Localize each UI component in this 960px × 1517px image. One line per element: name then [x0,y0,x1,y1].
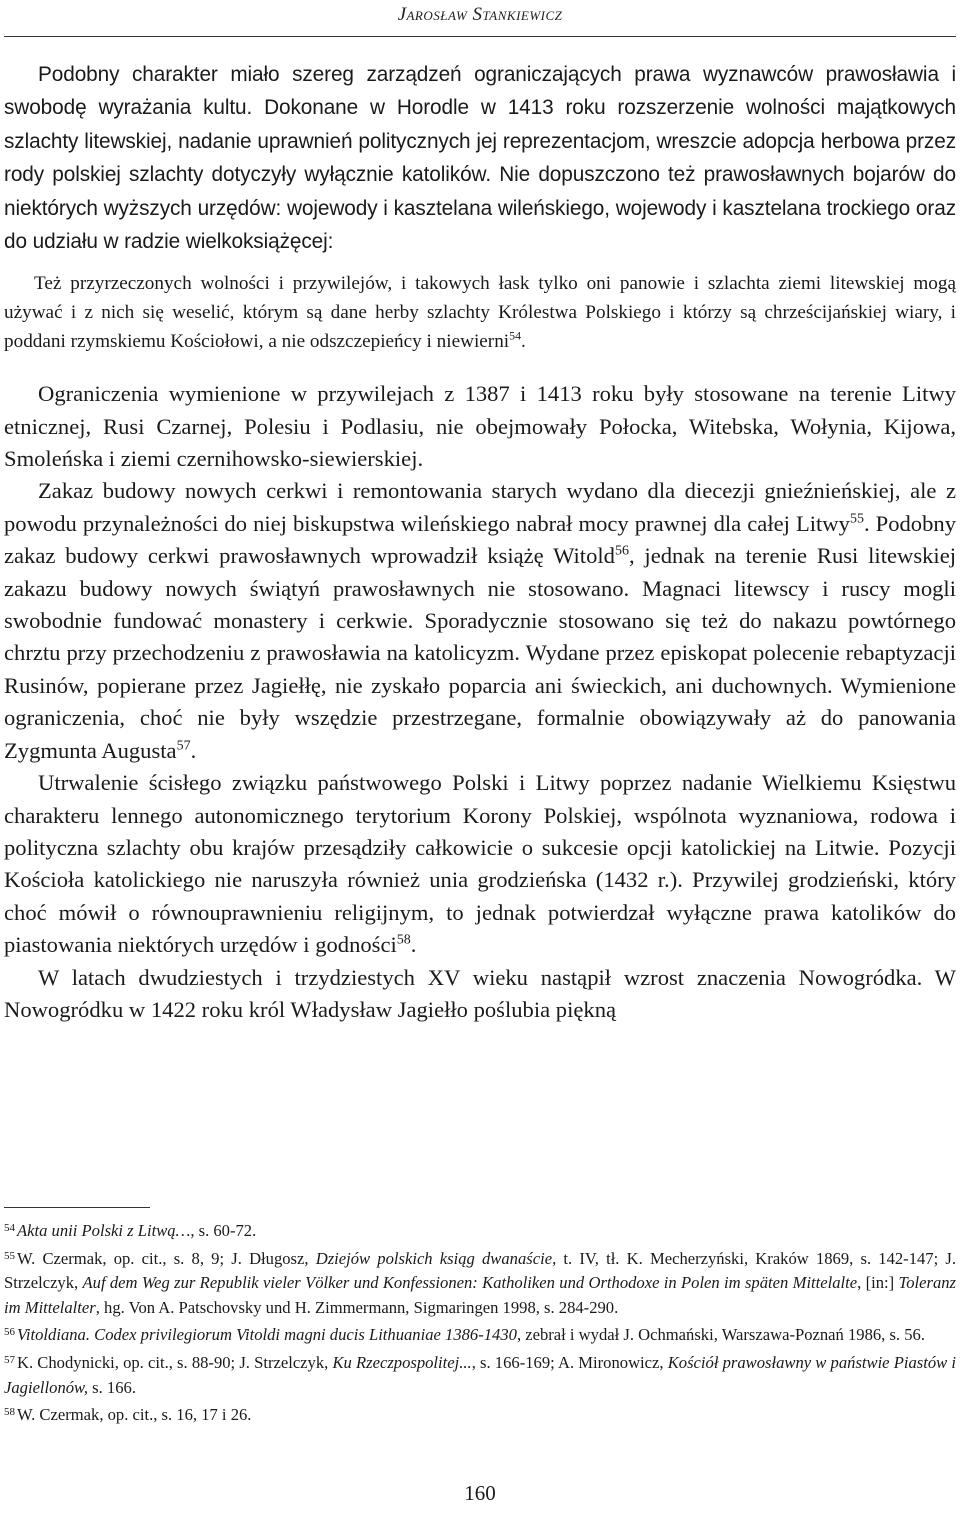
footnote-56-number: 56 [4,1326,15,1339]
footnote-ref-58[interactable]: 58 [396,932,411,948]
header-rule [4,36,956,37]
footnote-ref-55[interactable]: 55 [849,511,864,527]
paragraph-3-end: . [190,737,197,763]
paragraph-3-c: , jednak na terenie Rusi litewskiej zakazu budowy nowych świątyń prawosławnych nie stosowano. Magnaci litewscy i ruscy mogli swobodnie fundować monastery i cerkwie. Sporadycznie stosowano się też do nakazu powtórnego chrztu przy przechodzeniu z prawosławia na katolicyzm. Wydane przez episkopat polecenie rebaptyzacji Rusinów, popierane przez Jagiełłę, nie zyskało poparcia ani świeckich, ani duchownych. Wymienione ograniczenia, choć nie były wszędzie przestrzegane, formalnie obowiązywały aż do panowania Zygmunta Augusta [4,543,956,763]
footnote-55-d: , hg. Von A. Patschovsky und H. Zimmermann, Sigmaringen 1998, s. 284-290. [95,1297,619,1317]
paragraph-3-a: Zakaz budowy nowych cerkwi i remontowania starych wydano dla diecezji gnieźnieńskiej, ale z powodu przynależności do niej biskupstwa wileńskiego nabrał mocy prawnej dla całej Litwy [4,478,956,536]
page-number: 160 [464,1481,496,1505]
paragraph-5: W latach dwudziestych i trzydziestych XV wieku nastąpił wzrost znaczenia Nowogródka. W Nowogródku w 1422 roku król Władysław Jagiełło poślubia piękną [4,964,956,1022]
footnote-55-b: , t. IV, tł. K. Mecherzyński, Kraków 1869, s. 142-147; J. Strzelczyk, [4,1248,956,1293]
footnote-56 [4,1320,956,1348]
footnote-57-c: s. 166. [88,1377,136,1397]
footnote-55-a: W. Czermak, op. cit., s. 8, 9; J. Długosz, [17,1248,316,1268]
footnote-56-title: Vitoldiana. Codex privilegiorum Vitoldi magni ducis Lithuaniae 1386-1430 [17,1325,517,1345]
paragraph-1-part-2: Nie dopuszczono też prawosławnych bojarów do niektórych wyższych urzędów: wojewody i kasztelana wileńskiego, wojewody i kasztelana trockiego oraz do udziału w radzie wielkoksiążęcej: [4,163,956,254]
footnote-54-rest: , s. 60-72. [190,1221,257,1240]
footnote-54 [4,1216,956,1244]
footnote-57 [4,1348,956,1400]
footnote-54-number: 54 [4,1222,15,1234]
footnote-55-title-1: Dziejów polskich ksiąg dwanaście [315,1248,553,1268]
paragraph-4-end: . [410,932,417,958]
footnote-54-title: Akta unii Polski z Litwą… [17,1221,191,1240]
paragraph-3 [4,475,956,767]
footnote-57-number: 57 [4,1353,15,1366]
main-text [4,58,956,1026]
paragraph-4-a: Utrwalenie ścisłego związku państwowego Polski i Litwy poprzez nadanie Wielkiemu Księstwu charakteru lennego autonomicznego terytorium Korony Polskiej, wspólnota wyznaniowa, rodowa i polityczna szlachty obu krajów przesądziły całkowicie o sukcesie opcji katolickiej na Litwie. Pozycji Kościoła katolickiego nie naruszyła również unia grodzieńska (1432 r.). Przywilej grodzieński, który choć mówił o równouprawnieniu religijnym, to jednak potwierdzał wyłączne prawa katolików do piastowania niektórych urzędów i godności [4,770,956,958]
footnote-56-rest: , zebrał i wydał J. Ochmański, Warszawa-Poznań 1986, s. 56. [516,1325,925,1345]
quote-paragraph [4,270,956,356]
footnote-58-number: 58 [4,1406,15,1419]
footnote-58 [4,1400,956,1428]
quote-text: Też przyrzeczonych wolności i przywilejów, i takowych łask tylko oni panowie i szlachta ziemi litewskiej mogą używać i z nich się weselić, którym są dane herby szlachty Królestwa Polskiego i którzy są chrześcijańskiej wiary, i poddani rzymskiemu Kościołowi, a nie odszczepieńcy i niewierni [4,273,956,352]
quote-end: . [521,330,526,352]
paragraph-3-b: . Podobny zakaz budowy cerkwi prawosławnych wprowadził książę Witold [4,510,956,569]
footnote-57-title-1: Ku Rzeczpospolitej... [332,1352,472,1372]
running-head: Jarosław Stankiewicz [397,4,563,25]
paragraph-4 [4,767,956,961]
paragraph-1 [4,58,956,258]
block-quote [4,270,956,356]
footnote-57-b: , s. 166-169; A. Mironowicz, [471,1352,668,1372]
footnotes [4,1216,956,1428]
footnote-55 [4,1244,956,1321]
paragraph-2: Ograniczenia wymienione w przywilejach z 1387 i 1413 roku były stosowane na terenie Litwy etnicznej, Rusi Czarnej, Polesiu i Podlasiu, nie obejmowały Połocka, Witebska, Wołynia, Kijowa, Smoleńska i ziemi czernihowsko-siewierskiej. [4,381,956,472]
footnote-57-title-2: Kościół prawosławny w państwie Piastów i Jagiellonów, [4,1352,956,1397]
footnote-55-number: 55 [4,1249,15,1262]
footnote-55-c: , [in:] [857,1273,899,1293]
footnote-rule [4,1207,150,1208]
footnote-57-a: K. Chodynicki, op. cit., s. 88-90; J. Strzelczyk, [17,1352,333,1372]
footnote-55-title-3: Toleranz im Mittelalter [4,1273,957,1317]
footnote-ref-56[interactable]: 56 [614,543,629,559]
footnote-58-text: W. Czermak, op. cit., s. 16, 17 i 26. [17,1405,252,1425]
paragraph-1-part-1: Podobny charakter miało szereg zarządzeń ograniczających prawa wyznawców prawosławia i swobodę wyrażania kultu. Dokonane w Horodle w 1413 roku rozszerzenie wolności majątkowych szlachty litewskiej, nadanie uprawnień politycznych jej reprezentacjom, wreszcie adopcja herbowa przez rody polskiej szlachty dotyczyły wyłącznie katolików. [4,63,956,187]
footnote-ref-57[interactable]: 57 [176,738,191,754]
footnote-ref-54[interactable]: 54 [509,328,522,343]
footnote-55-title-2: Auf dem Weg zur Republik vieler Völker und Konfessionen: Katholiken und Orthodoxe in Polen im späten Mittelalte [82,1273,858,1293]
